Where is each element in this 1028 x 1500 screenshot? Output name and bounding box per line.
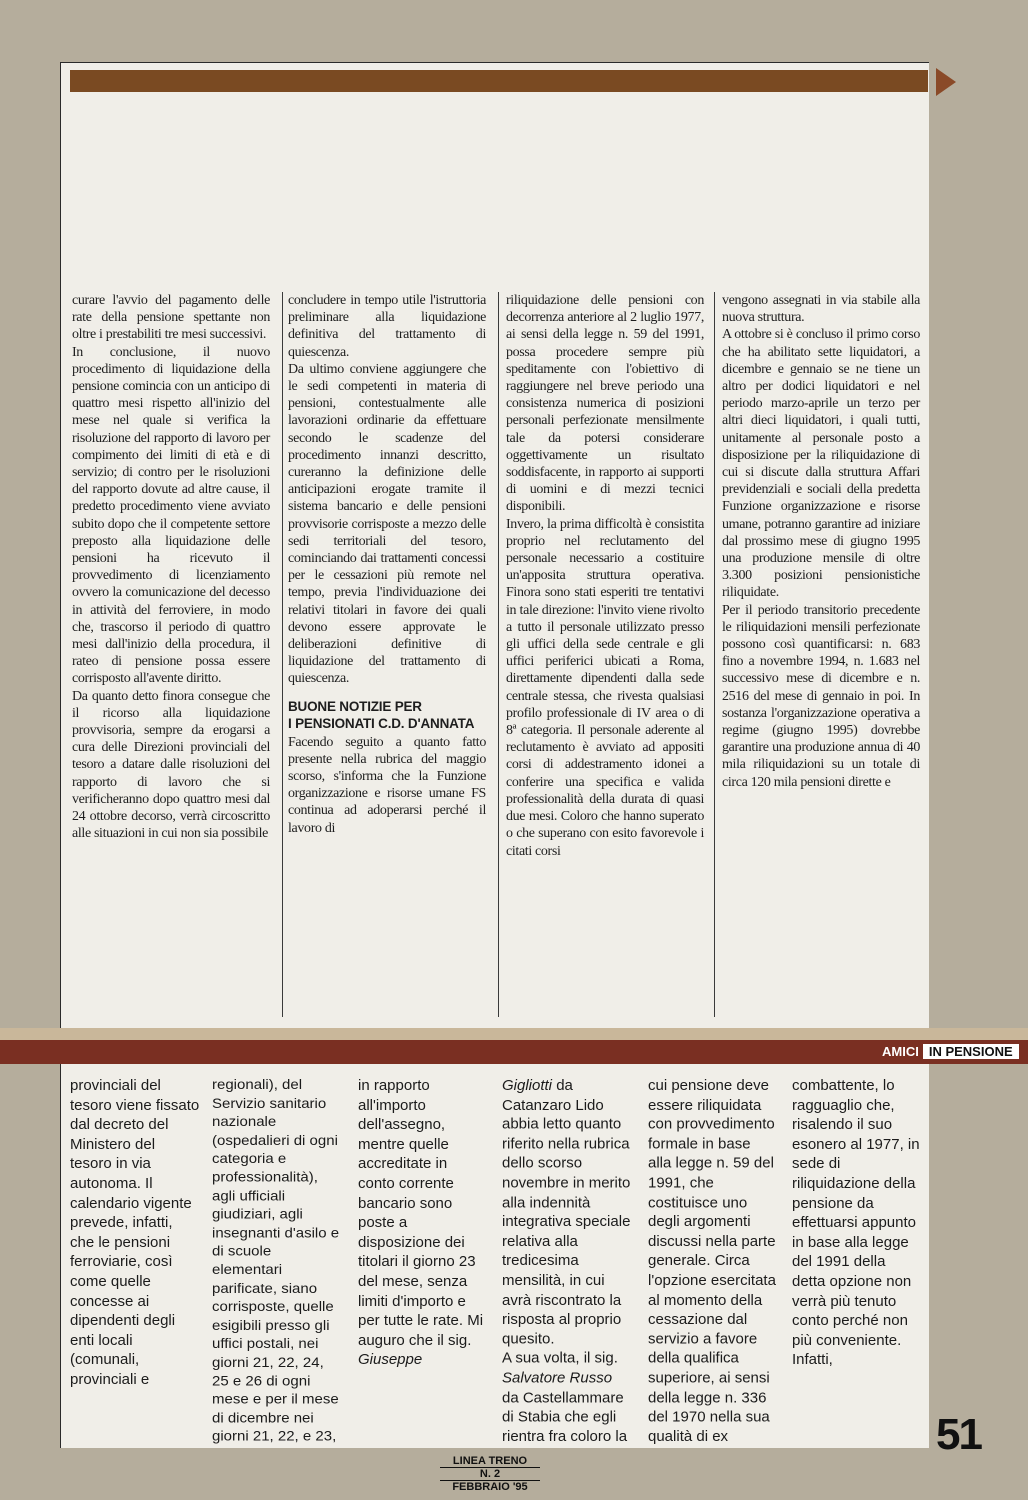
bottom-column-4	[502, 1076, 632, 1446]
article-paragraph: Facendo seguito a quanto fatto presente nella rubrica del maggio scorso, s'informa che la Funzione organizzazione e risorse umane FS continua ad adoperarsi perché il lavoro di	[288, 734, 486, 836]
bottom-column-5: cui pensione deve essere riliquidata con provvedimento formale in base alla legge n. 59 del 1991, che costituisce uno degli argomenti discussi nella parte generale. Circa l'opzione esercitata al momento della cessazione dal servizio a favore della qualifica superiore, ai sensi della legge n. 336 del 1970 nella sua qualità di ex	[648, 1076, 776, 1445]
person-name: Gigliotti	[502, 1076, 553, 1094]
column-divider	[282, 292, 283, 1017]
bottom-text: in rapporto all'importo dell'assegno, mentre quelle accreditate in conto corrente bancario sono poste a disposizione dei titolari il giorno 23 del mese, senza limiti d'importo e per tutte le rate. Mi auguro che il sig.	[358, 1077, 484, 1349]
article-paragraph: A ottobre si è concluso il primo corso che ha abilitato sette liquidatori, a dicembre e gennaio se ne tiene un altro per dodici liquidatori e nel periodo marzo-aprile un terzo per altri dieci liquidatori, i quali tutti, unitamente al personale posto a disposizione per la riliquidazione di cui si discute dalla struttura Affari previdenziali e sociali della predetta Funzione organizzazione e risorse umane, potranno garantire ad iniziare dal prossimo mese di giugno 1995 una produzione mensile di oltre 3.300 posizioni pensionistiche riliquidate.	[722, 327, 920, 601]
column-divider	[714, 292, 715, 1017]
section-subheading	[288, 698, 486, 732]
bottom-column-6: combattente, lo ragguaglio che, risalendo il suo esonero al 1977, in sede di riliquidazione della pensione da effettuarsi appunto in base alla legge del 1991 della detta opzione non verrà più tenuto conto perché non più conveniente. Infatti,	[792, 1077, 920, 1369]
footer-issue: N. 2	[440, 1468, 540, 1481]
bottom-column-2: regionali), del Servizio sanitario nazionale (ospedalieri di ogni categoria e professionalità), agli ufficiali giudiziari, agli insegnanti d'asilo e di scuole elementari parificate, siano corrisposte, quelle esigibili presso gli uffici postali, nei giorni 21, 22, 24, 25 e 26 di ogni mese e per il mese di dicembre nei giorni 21, 22, e 23,	[212, 1076, 340, 1445]
subheading-line-2: I PENSIONATI C.D. D'ANNATA	[288, 715, 475, 731]
subheading-line-1: BUONE NOTIZIE PER	[288, 698, 422, 714]
article-column-3	[506, 292, 704, 860]
section-tag-amici: AMICI	[882, 1044, 919, 1059]
bottom-text: A sua volta, il sig.	[502, 1349, 618, 1367]
person-name: Salvatore Russo	[502, 1369, 613, 1387]
article-paragraph: riliquidazione delle pensioni con decorrenza anteriore al 2 luglio 1977, ai sensi della legge n. 59 del 1991, possa procedere sempre più speditamente con l'obiettivo di raggiungere nel breve periodo una consistenza numerica di posizioni personali perfezionate mensilmente tale da potersi considerare oggettivamente un risultato soddisfacente, in rapporto ai supporti di uomini e di mezzi tecnici disponibili.	[506, 293, 704, 515]
article-paragraph: Per il periodo transitorio precedente le riliquidazioni mensili perfezionate possono così quantificarsi: n. 683 fino a novembre 1994, n. 1.683 nel successivo mese di dicembre e n. 2516 del mese di gennaio in poi. In sostanza l'organizzazione operativa a regime (giugno 1995) dovrebbe garantire una produzione annua di 40 mila riliquidazioni su un totale di circa 120 mila pensioni dirette e	[722, 602, 920, 790]
footer-title: LINEA TRENO	[440, 1455, 540, 1468]
article-paragraph: curare l'avvio del pagamento delle rate della pensione spettante non oltre i prestabiliti tre mesi successivi.	[72, 293, 270, 343]
article-column-2	[288, 292, 486, 837]
page-number: 51	[936, 1410, 981, 1459]
bottom-text: da Catanzaro Lido abbia letto quanto riferito nella rubrica dello scorso novembre in merito alla indennità integrativa speciale relativa alla tredicesima mensilità, in cui avrà riscontrato la risposta al proprio quesito.	[502, 1076, 631, 1348]
article-paragraph: Da ultimo conviene aggiungere che le sedi competenti in materia di pensioni, contestualmente alle lavorazioni ordinarie da effettuare secondo le scadenze del procedimento innanzi descritto, cureranno la definizione delle anticipazioni erogate tramite il sistema bancario e delle pensioni provvisorie corrisposte a mezzo delle sedi territoriali del tesoro, cominciando dai trattamenti concessi per le cessazioni più remote nel tempo, previa l'individuazione dei relativi titolari in favore dei quali devono essere approvate le deliberazioni definitive di liquidazione del trattamento di quiescenza.	[288, 361, 486, 687]
article-paragraph: In conclusione, il nuovo procedimento di liquidazione della pensione comincia con un anticipo di quattro mesi rispetto all'inizio del mese nel quale si verifica la risoluzione del rapporto di lavoro per compimento dei limiti di età e di servizio; di contro per le risoluzioni del rapporto dovute ad altre cause, il predetto procedimento viene avviato subito dopo che il competente settore preposto alla liquidazione delle pensioni ha ricevuto il provvedimento di licenziamento ovvero la comunicazione del decesso in attività del ferroviere, in modo che, trascorso il periodo di quattro mesi dall'inizio della procedura, il rateo di pensione possa essere corrisposto all'avente diritto.	[72, 344, 270, 687]
article-paragraph: vengono assegnati in via stabile alla nuova struttura.	[722, 293, 920, 326]
article-column-1	[72, 292, 270, 843]
person-name: Giuseppe	[358, 1351, 423, 1369]
footer-date: FEBBRAIO '95	[452, 1481, 528, 1493]
section-band	[0, 1040, 1028, 1064]
bottom-text: da Castellammare di Stabia che egli rientra fra coloro la	[502, 1388, 628, 1445]
article-paragraph: Invero, la prima difficoltà è consistita proprio nel reclutamento del personale necessario a costituire un'apposita struttura operativa. Finora sono stati esperiti tre tentativi in tale direzione: l'invito viene rivolto a tutto il personale utilizzato presso gli uffici della sede centrale e gli uffici periferici ubicati a Roma, direttamente dipendenti dalla sede centrale stessa, che rivesta qualsiasi profilo professionale di IV area o di 8ª categoria. Il personale aderente al reclutamento è avviato ad appositi corsi di addestramento idonei a conferire una specifica e valida professionalità della durata di quasi due mesi. Coloro che hanno superato o che superano con esito favorevole i citati corsi	[506, 516, 704, 859]
article-column-4	[722, 292, 920, 791]
section-band-shadow	[0, 1028, 1028, 1040]
section-tag-in-pensione: IN PENSIONE	[923, 1044, 1019, 1059]
magazine-footer	[440, 1455, 540, 1493]
page-arrow-icon	[936, 68, 956, 96]
bottom-column-3	[358, 1076, 488, 1370]
article-paragraph: concludere in tempo utile l'istruttoria preliminare alla liquidazione definitiva del trattamento di quiescenza.	[288, 293, 486, 360]
article-paragraph: Da quanto detto finora consegue che il ricorso alla liquidazione provvisoria, sempre da erogarsi a cura delle Direzioni provinciali del tesoro a datare dalle risoluzioni del rapporto di lavoro che si verificheranno dopo quattro mesi dal 24 ottobre decorso, verrà circoscritto alle situazioni in cui non sia possibile	[72, 688, 270, 842]
column-divider	[498, 292, 499, 1017]
bottom-column-1: provinciali del tesoro viene fissato dal decreto del Ministero del tesoro in via autonoma. Il calendario vigente prevede, infatti, che le pensioni ferroviarie, così come quelle concesse ai dipendenti degli enti locali (comunali, provinciali e	[70, 1077, 200, 1388]
section-tag	[880, 1044, 1019, 1059]
header-bar	[70, 70, 928, 92]
